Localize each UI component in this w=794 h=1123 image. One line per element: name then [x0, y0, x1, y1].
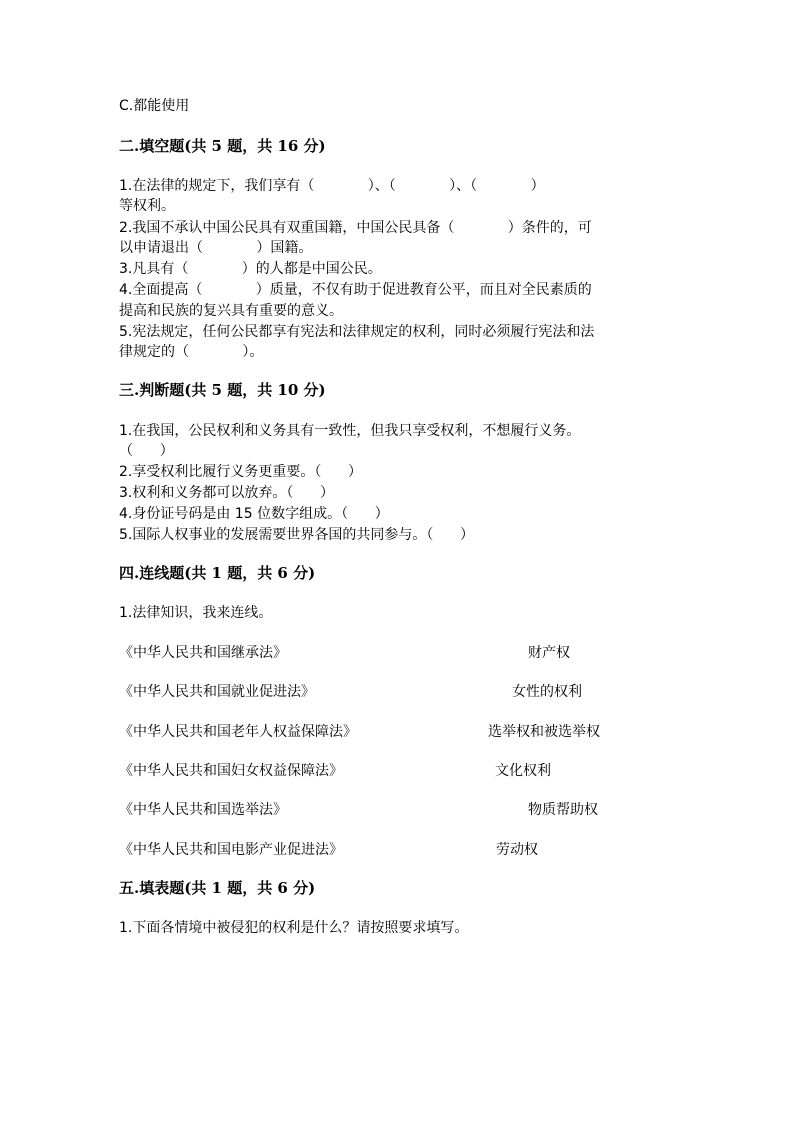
matching-question: 1.法律知识，我来连线。 [119, 605, 273, 621]
fill-blank-line: 3.凡具有（ ）的人都是中国公民。 [119, 261, 382, 277]
true-false-line: 4.身份证号码是由 15 位数字组成。（ ） [119, 506, 389, 522]
matching-right-item: 物质帮助权 [528, 802, 598, 818]
true-false-line: （ ） [119, 443, 174, 459]
matching-left-item: 《中华人民共和国就业促进法》 [119, 684, 315, 700]
matching-right-item: 选举权和被选举权 [488, 724, 600, 740]
matching-right-item: 财产权 [528, 645, 570, 661]
section-heading-matching: 四.连线题(共 1 题，共 6 分) [119, 564, 316, 582]
section-heading-table: 五.填表题(共 1 题，共 6 分) [119, 879, 316, 897]
previous-option-c: C.都能使用 [119, 98, 190, 114]
fill-blank-line: 4.全面提高（ ）质量，不仅有助于促进教育公平，而且对全民素质的 [119, 282, 592, 298]
matching-left-item: 《中华人民共和国继承法》 [119, 645, 287, 661]
fill-blank-line: 等权利。 [119, 198, 175, 214]
fill-blank-line: 律规定的（ ）。 [119, 344, 264, 360]
section-heading-true-false: 三.判断题(共 5 题，共 10 分) [119, 381, 326, 399]
true-false-line: 2.享受权利比履行义务更重要。（ ） [119, 464, 363, 480]
true-false-line: 3.权利和义务都可以放弃。（ ） [119, 485, 335, 501]
matching-right-item: 文化权利 [495, 763, 551, 779]
matching-right-item: 女性的权利 [512, 684, 582, 700]
matching-left-item: 《中华人民共和国妇女权益保障法》 [119, 763, 343, 779]
fill-blank-line: 5.宪法规定，任何公民都享有宪法和法律规定的权利，同时必须履行宪法和法 [119, 324, 595, 340]
true-false-line: 1.在我国，公民权利和义务具有一致性，但我只享受权利，不想履行义务。 [119, 423, 581, 439]
matching-left-item: 《中华人民共和国选举法》 [119, 802, 287, 818]
matching-left-item: 《中华人民共和国电影产业促进法》 [119, 842, 343, 858]
matching-left-item: 《中华人民共和国老年人权益保障法》 [119, 724, 357, 740]
fill-blank-line: 以申请退出（ ）国籍。 [119, 240, 313, 256]
fill-blank-line: 提高和民族的复兴具有重要的意义。 [119, 303, 343, 319]
matching-right-item: 劳动权 [496, 842, 538, 858]
fill-blank-line: 1.在法律的规定下，我们享有（ ）、（ ）、（ ） [119, 178, 545, 194]
section-heading-fill-blank: 二.填空题(共 5 题，共 16 分) [119, 137, 326, 155]
table-question: 1.下面各情境中被侵犯的权利是什么？请按照要求填写。 [119, 920, 469, 936]
fill-blank-line: 2.我国不承认中国公民具有双重国籍，中国公民具备（ ）条件的，可 [119, 220, 592, 236]
true-false-line: 5.国际人权事业的发展需要世界各国的共同参与。（ ） [119, 527, 475, 543]
